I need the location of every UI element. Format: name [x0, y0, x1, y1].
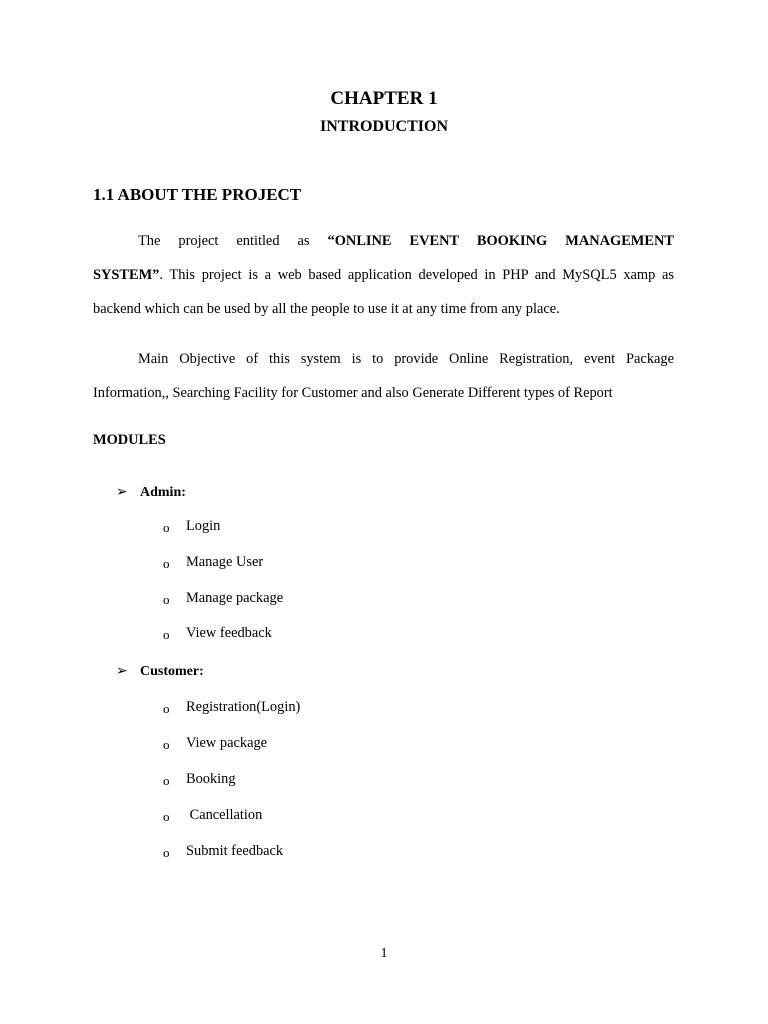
chapter-subtitle: INTRODUCTION [319, 118, 448, 135]
arrow-bullet-icon: ➢ [116, 664, 128, 679]
list-item: Registration(Login) [186, 699, 301, 715]
list-item: Manage User [186, 554, 264, 570]
circle-bullet-icon: o [163, 737, 170, 752]
circle-bullet-icon: o [163, 592, 170, 607]
list-item: Login [186, 518, 221, 534]
circle-bullet-icon: o [163, 701, 170, 716]
circle-bullet-icon: o [163, 520, 170, 535]
paragraph-text: The project entitled as [138, 233, 328, 249]
paragraph-line [93, 224, 674, 258]
paragraph-line [93, 258, 674, 292]
list-item: Manage package [186, 590, 284, 606]
circle-bullet-icon: o [163, 627, 170, 642]
page-number: 1 [380, 946, 388, 961]
circle-bullet-icon: o [163, 556, 170, 571]
modules-heading: MODULES [93, 432, 166, 448]
paragraph-about-project [93, 224, 674, 326]
admin-module-label: Admin: [140, 485, 186, 500]
list-item: View package [186, 735, 268, 751]
paragraph-line: Main Objective of this system is to provide Online Registration, event Package [138, 351, 674, 367]
paragraph-line: Information,, Searching Facility for Customer and also Generate Different types of Report [93, 385, 613, 401]
list-item: Cancellation [186, 807, 263, 823]
paragraph-objective [93, 342, 674, 410]
project-title-text: SYSTEM” [93, 267, 160, 283]
chapter-heading: CHAPTER 1 [330, 88, 438, 109]
paragraph-line: backend which can be used by all the people to use it at any time from any place. [93, 301, 560, 317]
list-item: View feedback [186, 625, 272, 641]
customer-module-label: Customer: [140, 664, 204, 679]
paragraph-text: . This project is a web based application developed in PHP and MySQL5 xamp as [159, 267, 674, 283]
project-title-text: “ONLINE EVENT BOOKING MANAGEMENT [327, 233, 674, 249]
circle-bullet-icon: o [163, 845, 170, 860]
arrow-bullet-icon: ➢ [116, 485, 128, 500]
section-heading: 1.1 ABOUT THE PROJECT [93, 185, 302, 204]
circle-bullet-icon: o [163, 809, 170, 824]
list-item: Submit feedback [186, 843, 284, 859]
list-item: Booking [186, 771, 236, 787]
circle-bullet-icon: o [163, 773, 170, 788]
